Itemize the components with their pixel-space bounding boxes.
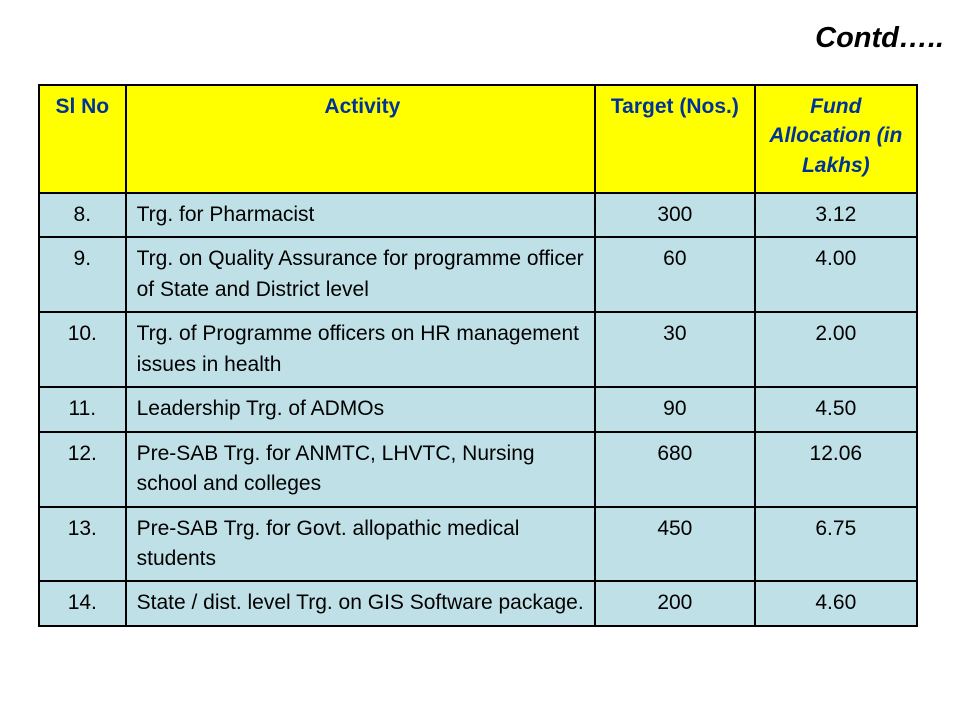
cell-fund: 4.50	[755, 387, 917, 431]
cell-sl-no: 13.	[39, 507, 126, 582]
table-row	[39, 507, 917, 582]
cell-fund: 4.00	[755, 237, 917, 312]
cell-fund: 6.75	[755, 507, 917, 582]
activity-table	[38, 84, 918, 627]
table-row	[39, 193, 917, 237]
cell-activity: Trg. on Quality Assurance for programme officer of State and District level	[126, 237, 595, 312]
cell-fund: 12.06	[755, 432, 917, 507]
cell-target: 200	[595, 581, 755, 625]
table-header-row	[39, 85, 917, 193]
cell-sl-no: 10.	[39, 312, 126, 387]
cell-sl-no: 8.	[39, 193, 126, 237]
table-row	[39, 237, 917, 312]
header-target: Target (Nos.)	[595, 85, 755, 193]
table-row	[39, 387, 917, 431]
table-row	[39, 312, 917, 387]
header-fund-allocation: Fund Allocation (in Lakhs)	[755, 85, 917, 193]
cell-fund: 3.12	[755, 193, 917, 237]
cell-sl-no: 9.	[39, 237, 126, 312]
cell-activity: Pre-SAB Trg. for ANMTC, LHVTC, Nursing school and colleges	[126, 432, 595, 507]
cell-target: 60	[595, 237, 755, 312]
cell-target: 450	[595, 507, 755, 582]
table-row	[39, 432, 917, 507]
cell-sl-no: 14.	[39, 581, 126, 625]
cell-fund: 2.00	[755, 312, 917, 387]
cell-activity: Pre-SAB Trg. for Govt. allopathic medical students	[126, 507, 595, 582]
cell-activity: Trg. for Pharmacist	[126, 193, 595, 237]
table-row	[39, 581, 917, 625]
header-activity: Activity	[126, 85, 595, 193]
cell-activity: Trg. of Programme officers on HR management issues in health	[126, 312, 595, 387]
cell-target: 300	[595, 193, 755, 237]
cell-fund: 4.60	[755, 581, 917, 625]
cell-activity: State / dist. level Trg. on GIS Software package.	[126, 581, 595, 625]
cell-sl-no: 11.	[39, 387, 126, 431]
header-sl-no: Sl No	[39, 85, 126, 193]
cell-activity: Leadership Trg. of ADMOs	[126, 387, 595, 431]
cell-target: 30	[595, 312, 755, 387]
continued-label: Contd…..	[815, 22, 944, 54]
cell-target: 90	[595, 387, 755, 431]
cell-sl-no: 12.	[39, 432, 126, 507]
cell-target: 680	[595, 432, 755, 507]
